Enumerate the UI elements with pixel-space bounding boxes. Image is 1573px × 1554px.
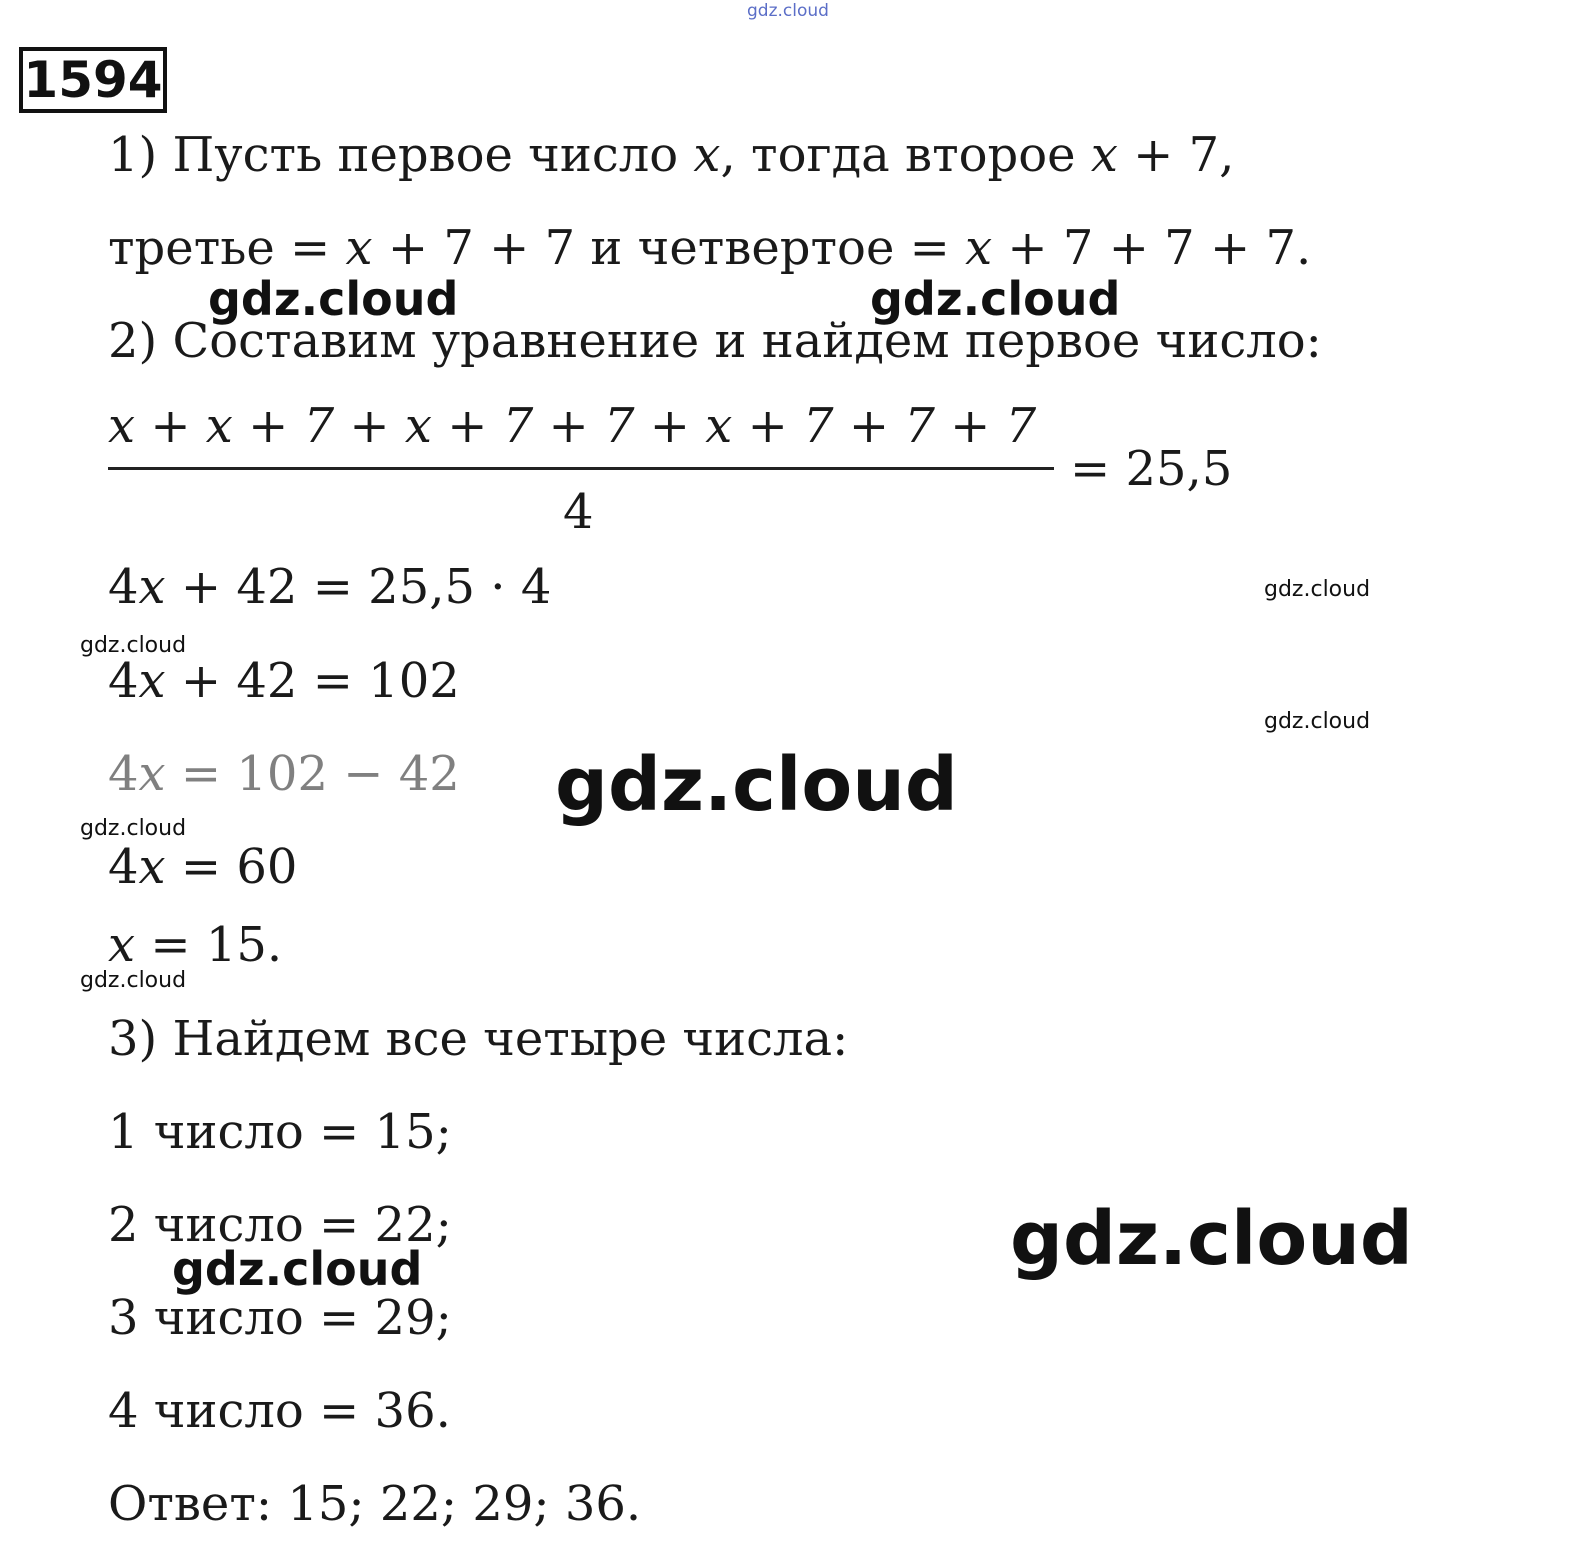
number-3: 3 число = 29; xyxy=(108,1290,452,1346)
equation-rest: = 15. xyxy=(135,917,283,973)
equation-rest: = 102 − 42 xyxy=(165,746,460,802)
equation-3 xyxy=(108,746,460,802)
answer: Ответ: 15; 22; 29; 36. xyxy=(108,1476,642,1532)
var-x: x xyxy=(693,127,721,183)
var-x: x xyxy=(108,917,136,973)
watermark: gdz.cloud xyxy=(555,742,958,828)
number-2: 2 число = 22; xyxy=(108,1197,452,1253)
step1-line1 xyxy=(108,127,1235,183)
watermark: gdz.cloud xyxy=(172,1242,423,1296)
step1-line1-pre: 1) Пусть первое число xyxy=(108,127,694,183)
fraction-denominator: 4 xyxy=(563,484,594,540)
step1-line2-mid: + 7 + 7 и четвертое = xyxy=(372,220,966,276)
number-4: 4 число = 36. xyxy=(108,1383,451,1439)
watermark: gdz.cloud xyxy=(80,633,187,658)
var-x: x xyxy=(138,839,166,895)
problem-number: 1594 xyxy=(19,47,167,113)
equation-rest: = 60 xyxy=(165,839,298,895)
var-x: x xyxy=(138,746,166,802)
watermark: gdz.cloud xyxy=(80,816,187,841)
var-x: x xyxy=(138,653,166,709)
watermark: gdz.cloud xyxy=(208,272,459,326)
watermark: gdz.cloud xyxy=(1264,709,1371,734)
watermark-top: gdz.cloud xyxy=(747,1,829,21)
fraction-numerator: x + x + 7 + x + 7 + 7 + x + 7 + 7 + 7 xyxy=(108,398,1037,454)
fraction-rhs: = 25,5 xyxy=(1070,441,1233,497)
coef: 4 xyxy=(108,559,139,615)
var-x: x xyxy=(345,220,373,276)
watermark: gdz.cloud xyxy=(870,272,1121,326)
var-x: x xyxy=(138,559,166,615)
step2-title: 2) Составим уравнение и найдем первое число: xyxy=(108,313,1322,369)
number-1: 1 число = 15; xyxy=(108,1104,452,1160)
var-x: x xyxy=(965,220,993,276)
step1-line2-post: + 7 + 7 + 7. xyxy=(992,220,1312,276)
equation-rest: + 42 = 102 xyxy=(165,653,460,709)
watermark: gdz.cloud xyxy=(1010,1196,1413,1282)
equation-5 xyxy=(108,917,283,973)
step1-line1-post: + 7, xyxy=(1117,127,1235,183)
coef: 4 xyxy=(108,746,139,802)
step1-line1-mid: , тогда второе xyxy=(720,127,1091,183)
watermark: gdz.cloud xyxy=(80,968,187,993)
step1-line2-pre: третье = xyxy=(108,220,346,276)
watermark: gdz.cloud xyxy=(1264,577,1371,602)
equation-4 xyxy=(108,839,298,895)
fraction-bar xyxy=(108,467,1054,470)
equation-1 xyxy=(108,559,552,615)
coef: 4 xyxy=(108,839,139,895)
coef: 4 xyxy=(108,653,139,709)
step3-title: 3) Найдем все четыре числа: xyxy=(108,1011,849,1067)
equation-2 xyxy=(108,653,460,709)
equation-rest: + 42 = 25,5 · 4 xyxy=(165,559,552,615)
var-x: x xyxy=(1090,127,1118,183)
step1-line2 xyxy=(108,220,1312,276)
